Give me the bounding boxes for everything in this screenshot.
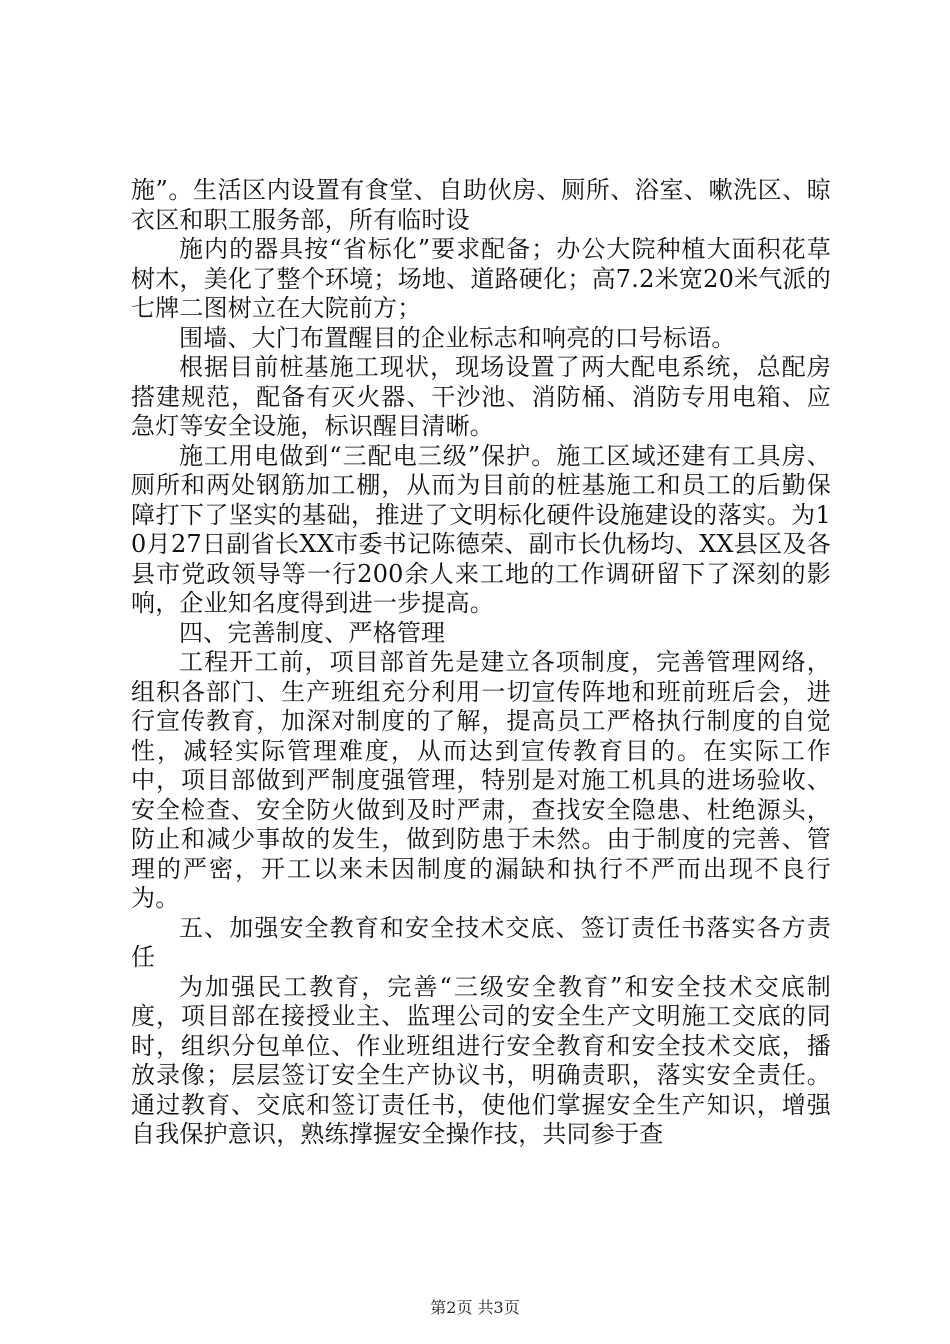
page-number-label: 第2页 共3页 [430,1298,520,1317]
paragraph-3: 围墙、大门布置醒目的企业标志和响亮的口号标语。 [179,323,736,352]
paragraph-5: 施工用电做到“三配电三级”保护。施工区域还建有工具房、厕所和两处钢筋加工棚，从而为目前的桩基施工和员工的后勤保障打下了坚实的基础，推进了文明标化硬件设施建设的落实。为10月27日副省长XX市委书记陈德荣、副市长仇杨均、XX县区及各县市党政领导等一行200余人来工地的工作调研留下了深刻的影响，企业知名度得到进一步提高。 [131,441,831,617]
paragraph-7: 为加强民工教育，完善“三级安全教育”和安全技术交底制度，项目部在接授业主、监理公司的安全生产文明施工交底的同时，组织分包单位、作业班组进行安全教育和安全技术交底，播放录像；层层签订安全生产协议书，明确责职，落实安全责任。通过教育、交底和签订责任书，使他们掌握安全生产知识，增强自我保护意识，熟练撑握安全操作技，共同参于查 [131,972,831,1148]
paragraph-4: 根据目前桩基施工现状，现场设置了两大配电系统，总配房搭建规范，配备有灭火器、干沙池、消防桶、消防专用电箱、应急灯等安全设施，标识醒目清晰。 [131,353,831,440]
paragraph-6: 工程开工前，项目部首先是建立各项制度，完善管理网络，组积各部门、生产班组充分利用一切宣传阵地和班前班后会，进行宣传教育，加深对制度的了解，提高员工严格执行制度的自觉性，减轻实际管理难度，从而达到宣传教育目的。在实际工作中，项目部做到严制度强管理，特别是对施工机具的进场验收、安全检查、安全防火做到及时严肃，查找安全隐患、杜绝源头，防止和减少事故的发生，做到防患于未然。由于制度的完善、管理的严密，开工以来未因制度的漏缺和执行不严而出现不良行为。 [131,648,831,912]
section-heading-4: 四、完善制度、严格管理 [179,618,446,647]
section-heading-5: 五、加强安全教育和安全技术交底、签订责任书落实各方责任 [131,913,831,971]
document-body [131,176,831,1150]
paragraph-1: 施”。生活区内设置有食堂、自助伙房、厕所、浴室、嗽洗区、晾衣区和职工服务部，所有临时设 [131,176,831,234]
page-footer [0,1298,950,1318]
paragraph-2: 施内的器具按“省标化”要求配备；办公大院种植大面积花草树木，美化了整个环境；场地、道路硬化；高7.2米宽20米气派的七牌二图树立在大院前方； [131,235,831,322]
